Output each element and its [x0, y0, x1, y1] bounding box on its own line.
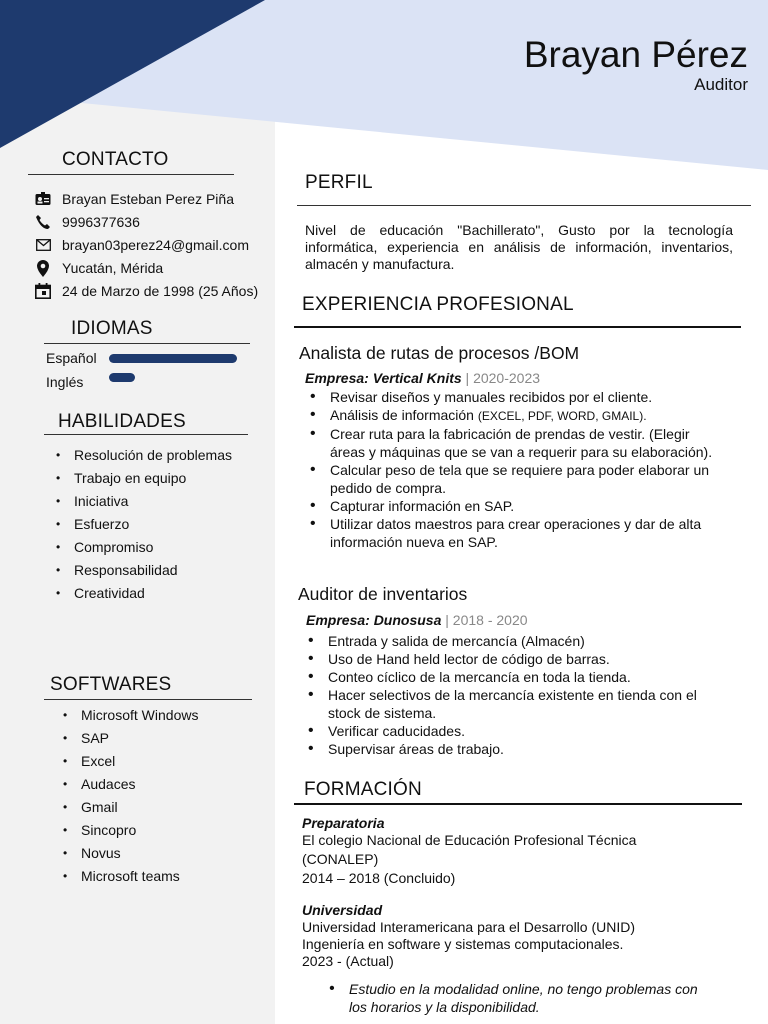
education-level: Universidad	[302, 902, 383, 918]
contact-birthdate-row	[34, 282, 258, 300]
skill-item: • Creatividad	[52, 584, 232, 607]
location-icon	[34, 259, 52, 277]
phone-icon	[34, 213, 52, 231]
job-task: • Conteo cíclico de la mercancía en toda la tienda.	[304, 668, 728, 686]
software-list	[59, 706, 198, 890]
contact-fullname: Brayan Esteban Perez Piña	[62, 191, 234, 207]
education-entry	[302, 815, 636, 887]
profile-title: PERFIL	[305, 172, 373, 193]
education-title: FORMACIÓN	[304, 779, 422, 800]
skill-item: • Esfuerzo	[52, 515, 232, 538]
education-notes	[325, 980, 705, 1016]
language-spanish: Español	[46, 350, 97, 366]
id-card-icon	[34, 190, 52, 208]
mail-icon	[34, 236, 52, 254]
skill-item: • Iniciativa	[52, 492, 232, 515]
contact-phone-row[interactable]	[34, 213, 140, 231]
job-company-line	[306, 612, 528, 628]
profile-text: Nivel de educación "Bachillerato", Gusto por la tecnología informática, experiencia en análisis de información, inventarios, almacén y manufactura.	[305, 222, 733, 272]
skill-item: • Resolución de problemas	[52, 446, 232, 469]
software-item: • SAP	[59, 729, 198, 752]
job-company: Empresa: Dunosusa	[306, 612, 442, 628]
software-item: • Microsoft teams	[59, 867, 198, 890]
skills-title: HABILIDADES	[58, 411, 186, 432]
education-school: Universidad Interamericana para el Desarrollo (UNID)	[302, 919, 636, 935]
language-english: Inglés	[46, 374, 84, 390]
job-task-note: (EXCEL, PDF, WORD, GMAIL).	[477, 409, 647, 423]
education-program: Ingeniería en software y sistemas computacionales.	[302, 936, 624, 952]
software-title: SOFTWARES	[50, 674, 172, 695]
job-task: • Revisar diseños y manuales recibidos por el cliente.	[306, 388, 726, 406]
job-task: • Supervisar áreas de trabajo.	[304, 740, 728, 758]
education-school: El colegio Nacional de Educación Profesional Técnica	[302, 832, 637, 848]
languages-title: IDIOMAS	[71, 318, 153, 339]
languages-rule	[44, 343, 250, 344]
job-years: 2020-2023	[473, 370, 541, 386]
language-english-level-bar	[109, 373, 135, 382]
job-title: Auditor de inventarios	[298, 584, 468, 604]
software-item: • Gmail	[59, 798, 198, 821]
contact-title: CONTACTO	[62, 149, 169, 170]
skills-list	[52, 446, 232, 607]
education-period: 2023 - (Actual)	[302, 953, 394, 969]
contact-phone: 9996377636	[62, 214, 140, 230]
job-task: • Capturar información en SAP.	[306, 497, 726, 515]
skill-item: • Compromiso	[52, 538, 232, 561]
contact-location: Yucatán, Mérida	[62, 260, 164, 276]
job-task	[306, 406, 726, 425]
software-item: • Microsoft Windows	[59, 706, 198, 729]
skills-rule	[44, 434, 248, 435]
experience-title: EXPERIENCIA PROFESIONAL	[302, 294, 574, 315]
contact-email: brayan03perez24@gmail.com	[62, 237, 249, 253]
job-task: • Hacer selectivos de la mercancía existente en tienda con el stock de sistema.	[304, 686, 728, 722]
job-task: • Utilizar datos maestros para crear operaciones y dar de alta información nueva en SAP.	[306, 515, 726, 551]
software-item: • Audaces	[59, 775, 198, 798]
software-item: • Sincopro	[59, 821, 198, 844]
education-school-abbr: (CONALEP)	[302, 851, 379, 867]
job-company-line	[305, 370, 540, 386]
calendar-icon	[34, 282, 52, 300]
software-rule	[44, 699, 252, 700]
contact-name-row	[34, 190, 234, 208]
experience-rule	[294, 326, 741, 328]
software-item: • Novus	[59, 844, 198, 867]
education-note: • Estudio en la modalidad online, no tengo problemas con los horarios y la disponibilidad.	[325, 980, 705, 1016]
education-entry	[302, 902, 635, 970]
education-rule	[294, 803, 742, 805]
contact-rule	[28, 174, 234, 175]
contact-birthdate: 24 de Marzo de 1998 (25 Años)	[62, 283, 259, 299]
job-company: Empresa: Vertical Knits	[305, 370, 462, 386]
skill-item: • Trabajo en equipo	[52, 469, 232, 492]
job-separator: |	[461, 370, 474, 386]
education-level: Preparatoria	[302, 815, 385, 831]
job-task-text: Análisis de información	[330, 407, 478, 423]
job-separator: |	[441, 612, 453, 628]
software-item: • Excel	[59, 752, 198, 775]
job-tasks	[304, 632, 728, 758]
candidate-role: Auditor	[694, 75, 748, 94]
contact-email-row[interactable]	[34, 236, 249, 254]
job-task: • Calcular peso de tela que se requiere para poder elaborar un pedido de compra.	[306, 461, 726, 497]
job-years: 2018 - 2020	[452, 612, 528, 628]
language-spanish-level-bar	[109, 354, 237, 363]
job-title: Analista de rutas de procesos /BOM	[299, 343, 580, 363]
education-period: 2014 – 2018 (Concluido)	[302, 870, 456, 886]
profile-rule	[297, 205, 751, 206]
skill-item: • Responsabilidad	[52, 561, 232, 584]
candidate-name: Brayan Pérez	[523, 34, 748, 75]
job-task: • Crear ruta para la fabricación de prendas de vestir. (Elegir áreas y máquinas que se van a requerir para su elaboración).	[306, 425, 726, 461]
job-task: • Verificar caducidades.	[304, 722, 728, 740]
job-tasks	[306, 388, 726, 551]
job-task: • Entrada y salida de mercancía (Almacén)	[304, 632, 728, 650]
contact-location-row	[34, 259, 163, 277]
job-task: • Uso de Hand held lector de código de barras.	[304, 650, 728, 668]
